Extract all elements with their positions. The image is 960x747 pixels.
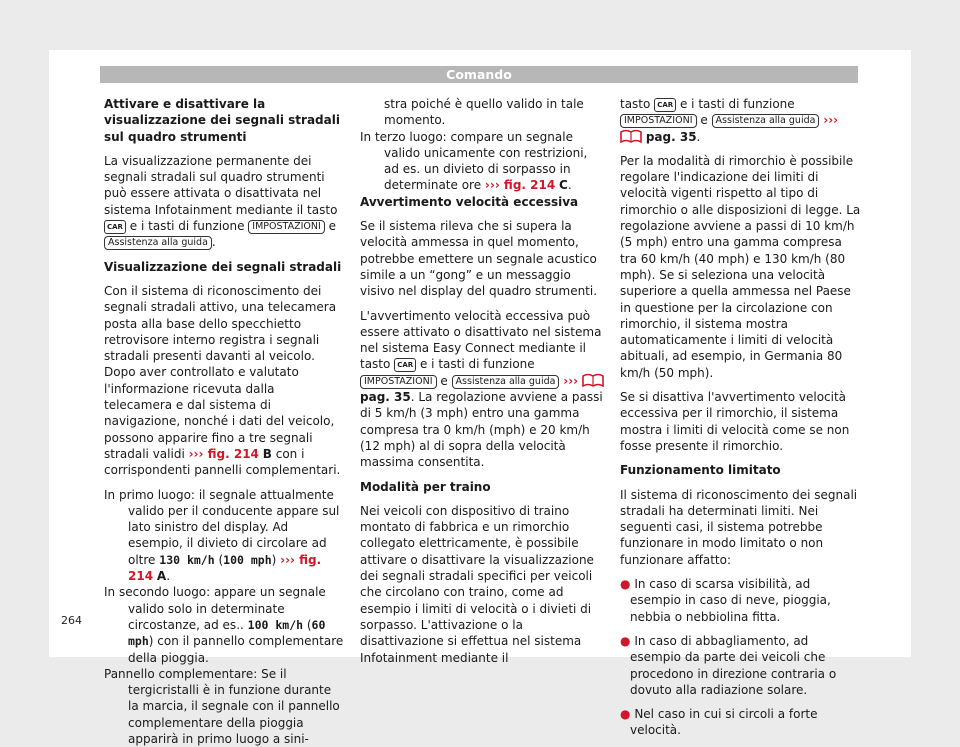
list-item-continued: stra poiché è quello valido in tale momento. bbox=[384, 97, 584, 128]
subsection-title: Visualizzazione dei segnali stradali bbox=[104, 259, 342, 274]
assistenza-key: Assistenza alla guida bbox=[452, 375, 560, 389]
figure-reference: ››› fig. 214 bbox=[188, 446, 259, 461]
assistenza-key: Assistenza alla guida bbox=[104, 236, 212, 250]
list-item: In secondo luogo: appare un segnale valido solo in determinate circostanze, ad es.. 100 km/h (60 mph) con il pannello complementare della pioggia. bbox=[104, 585, 344, 665]
paragraph: tasto CAR e i tasti di funzione IMPOSTAZIONI e Assistenza alla guida ››› pag. 35. bbox=[620, 97, 839, 144]
book-icon bbox=[582, 373, 604, 387]
list-item: Pannello complementare: Se il tergicristalli è in funzione durante la marcia, il segnale con il pannello complementare della pioggia apparirà in primo luogo a sini- bbox=[104, 666, 340, 746]
paragraph: Se si disattiva l'avvertimento velocità eccessiva per il rimorchio, il sistema mostra i limiti di velocità come se non fosse presente il rimorchio. bbox=[620, 390, 850, 453]
bullet-icon: ● bbox=[620, 577, 631, 592]
figure-reference: ››› fig. 214 bbox=[484, 178, 556, 193]
impostazioni-key: IMPOSTAZIONI bbox=[360, 375, 437, 389]
page-header: Comando bbox=[100, 66, 858, 83]
car-key-icon: CAR bbox=[394, 358, 416, 372]
book-icon bbox=[620, 129, 642, 143]
column-3 bbox=[620, 96, 862, 747]
assistenza-key: Assistenza alla guida bbox=[712, 114, 820, 128]
paragraph: Se il sistema rileva che si supera la velocità ammessa in quel momento, potrebbe emettere un segnale acustico simile a un “gong” e un messaggio visivo nel display del quadro strumenti. bbox=[360, 219, 598, 299]
car-key-icon: CAR bbox=[104, 220, 126, 234]
paragraph: Il sistema di riconoscimento dei segnali stradali ha determinati limiti. Nei seguenti casi, il sistema potrebbe funzionare in modo limitato o non funzionare affatto: bbox=[620, 487, 858, 567]
impostazioni-key: IMPOSTAZIONI bbox=[620, 114, 697, 128]
column-2 bbox=[360, 96, 604, 674]
subsection-title: Modalità per traino bbox=[360, 479, 491, 494]
subsection-title: Funzionamento limitato bbox=[620, 463, 781, 478]
subsection-title: Avvertimento velocità eccessiva bbox=[360, 194, 579, 209]
section-title: Attivare e disattivare la visualizzazione dei segnali stradali sul quadro strumenti bbox=[104, 97, 340, 144]
list-item: ● In caso di scarsa visibilità, ad esempio in caso di neve, pioggia, nebbia o nebbiolina fitta. bbox=[620, 577, 831, 624]
paragraph: La visualizzazione permanente dei segnali stradali sul quadro strumenti può essere attivata o disattivata nel sistema Infotainment mediante il tasto CAR e i tasti di funzione IMPOSTAZIONI e Assistenza alla guida . bbox=[104, 153, 338, 250]
paragraph: Per la modalità di rimorchio è possibile regolare l'indicazione dei limiti di velocità vigenti rispetto al tipo di rimorchio o alle disposizioni di legge. La regolazione avviene a passi di 10 km/h (5 mph) entro una gamma compresa tra 60 km/h (40 mph) e 130 km/h (80 mph). Se si seleziona una velocità superiore a quella ammessa nel Paese in questione per la circolazione con rimorchio, il sistema mostra automaticamente i limiti di velocità abituali, ad esempio, in Germania 80 km/h (50 mph). bbox=[620, 153, 861, 380]
page-number: 264 bbox=[61, 614, 82, 627]
bullet-icon: ● bbox=[620, 633, 631, 648]
column-1 bbox=[104, 96, 344, 747]
impostazioni-key: IMPOSTAZIONI bbox=[248, 220, 325, 234]
paragraph: L'avvertimento velocità eccessiva può essere attivato o disattivato nel sistema nel sistema Easy Connect mediante il tasto CAR e i tasti di funzione IMPOSTAZIONI e Assistenza alla guida ››› pag. 35. La regolazione avviene a passi di 5 km/h (3 mph) entro una gamma compresa tra 0 km/h (mph) e 20 km/h (12 mph) al di sopra della velocità massima consentita. bbox=[360, 308, 603, 470]
list-item: In terzo luogo: compare un segnale valido unicamente con restrizioni, ad es. un divieto di sorpasso in determinate ore ››› fig. 214 C. bbox=[360, 129, 588, 193]
paragraph: Con il sistema di riconoscimento dei segnali stradali attivo, una telecamera posta alla base dello specchietto retrovisore interno registra i segnali stradali presenti davanti al veicolo. Dopo aver controllato e valutato l'informazione ricevuta dalla telecamera e dal sistema di navigazione, nonché i dati del veicolo, possono apparire fino a tre segnali stradali validi ››› fig. 214 B con i corrispondenti pannelli complementari. bbox=[104, 283, 341, 478]
list-item: ● Nel caso in cui si circoli a forte velocità. bbox=[620, 707, 818, 738]
figure-reference: ››› fig. 214 bbox=[128, 552, 322, 584]
list-item: In primo luogo: il segnale attualmente valido per il conducente appare sul lato sinistro del display. Ad esempio, il divieto di circolare ad oltre 130 km/h (100 mph) ››› fig. 214 A. bbox=[104, 487, 340, 584]
car-key-icon: CAR bbox=[654, 98, 676, 112]
bullet-icon: ● bbox=[620, 707, 631, 722]
list-item: ● In caso di abbagliamento, ad esempio da parte dei veicoli che procedono in direzione contraria o dovuto alla radiazione solare. bbox=[620, 633, 837, 697]
paragraph: Nei veicoli con dispositivo di traino montato di fabbrica e un rimorchio collegato elettricamente, è possibile attivare o disattivare la visualizzazione dei segnali stradali specifici per veicoli che circolano con traino, come ad esempio i limiti di velocità o i divieti di sorpasso. L'attivazione o la disattivazione si effettua nel sistema Infotainment mediante il bbox=[360, 503, 594, 665]
